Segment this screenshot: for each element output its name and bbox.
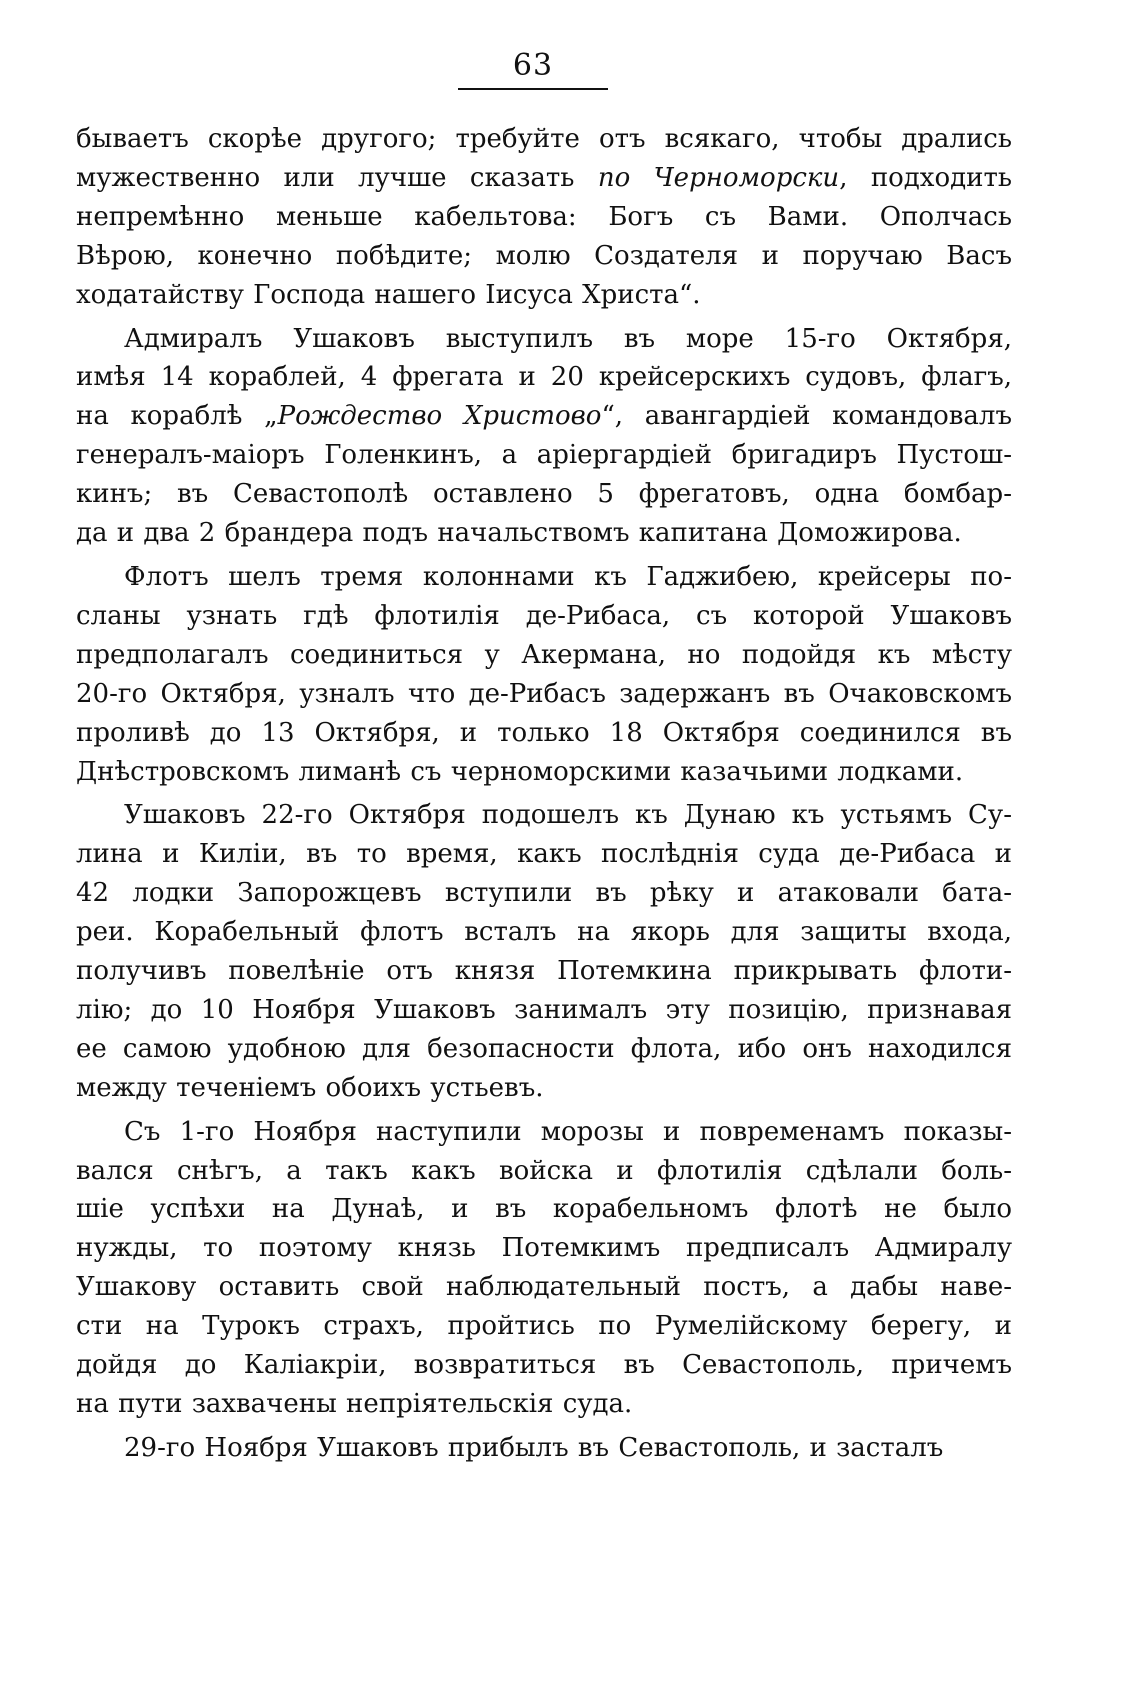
text-line-italic-phrase: мужественно или лучше сказать по Черноморски, подходить bbox=[76, 162, 1012, 193]
text-line: дойдя до Каліакріи, возвратиться въ Севастополь, причемъ bbox=[76, 1350, 1012, 1381]
text-line: нужды, то поэтому князь Потемкимъ предписалъ Адмиралу bbox=[76, 1233, 1012, 1264]
paragraph-2 bbox=[76, 320, 1012, 553]
text-line: имѣя 14 кораблей, 4 фрегата и 20 крейсерскихъ судовъ, флагъ, bbox=[76, 362, 1012, 393]
text-line: ходатайству Господа нашего Іисуса Христа“. bbox=[76, 279, 701, 310]
text-line: сти на Турокъ страхъ, пройтись по Румелійскому берегу, и bbox=[76, 1311, 1012, 1342]
text-line: сланы узнать гдѣ флотилія де-Рибаса, съ которой Ушаковъ bbox=[76, 600, 1012, 631]
text-line: бываетъ скорѣе другого; требуйте отъ всякаго, чтобы дрались bbox=[76, 124, 1012, 154]
paragraph-1 bbox=[76, 120, 1012, 315]
text-line: генералъ-маіоръ Голенкинъ, а аріергардіей бригадиръ Пустош- bbox=[76, 440, 1012, 471]
text-line: на пути захвачены непріятельскія суда. bbox=[76, 1389, 633, 1419]
text-line: Флотъ шелъ тремя колоннами къ Гаджибею, крейсеры по- bbox=[124, 561, 1012, 592]
text-line: Съ 1-го Ноября наступили морозы и повременамъ показы- bbox=[124, 1116, 1012, 1147]
text-line: получивъ повелѣніе отъ князя Потемкина прикрывать флоти- bbox=[76, 956, 1012, 987]
text-line: Днѣстровскомъ лиманѣ съ черноморскими казачьими лодками. bbox=[76, 756, 964, 787]
body-text bbox=[76, 120, 1012, 1468]
text-line: да и два 2 брандера подъ начальствомъ капитана Доможирова. bbox=[76, 518, 962, 549]
page-number: 63 bbox=[512, 48, 554, 83]
paragraph-5 bbox=[76, 1113, 1012, 1424]
text-line: Вѣрою, конечно побѣдите; молю Создателя и поручаю Васъ bbox=[76, 240, 1012, 271]
header-rule bbox=[458, 88, 608, 90]
text-line: Адмиралъ Ушаковъ выступилъ въ море 15-го Октября, bbox=[124, 323, 1012, 354]
text-line: ее самою удобною для безопасности флота, ибо онъ находился bbox=[76, 1033, 1012, 1064]
text-line: проливѣ до 13 Октября, и только 18 Октября соединился въ bbox=[76, 717, 1012, 748]
text-line: Ушаковъ 22-го Октября подошелъ къ Дунаю къ устьямъ Су- bbox=[124, 800, 1012, 831]
text-line: вался снѣгъ, а такъ какъ войска и флотилія сдѣлали боль- bbox=[76, 1155, 1012, 1186]
text-line: лію; до 10 Ноября Ушаковъ занималъ эту позицію, признавая bbox=[76, 994, 1012, 1025]
text-line: Ушакову оставить свой наблюдательный постъ, а дабы наве- bbox=[76, 1272, 1012, 1303]
text-line: 29-го Ноября Ушаковъ прибылъ въ Севастополь, и засталъ bbox=[124, 1432, 944, 1463]
italic-phrase: по Черноморски bbox=[597, 162, 840, 193]
text-line: 20-го Октября, узналъ что де-Рибасъ задержанъ въ Очаковскомъ bbox=[76, 678, 1012, 709]
italic-phrase: Рождество Христово bbox=[277, 401, 602, 432]
text-line: реи. Корабельный флотъ всталъ на якорь для защиты входа, bbox=[76, 917, 1012, 948]
text-line: предполагалъ соединиться у Акермана, но подойдя къ мѣсту bbox=[76, 639, 1012, 670]
text-line: между теченіемъ обоихъ устьевъ. bbox=[76, 1072, 544, 1103]
text-line: лина и Киліи, въ то время, какъ послѣднія суда де-Рибаса и bbox=[76, 839, 1012, 870]
text-line-italic-phrase: на кораблѣ „Рождество Христово“, авангардіей командовалъ bbox=[76, 401, 1012, 432]
paragraph-3 bbox=[76, 558, 1012, 791]
paragraph-6 bbox=[76, 1429, 1012, 1468]
text-line: кинъ; въ Севастополѣ оставлено 5 фрегатовъ, одна бомбар- bbox=[76, 479, 1012, 510]
text-line: шіе успѣхи на Дунаѣ, и въ корабельномъ флотѣ не было bbox=[76, 1194, 1012, 1225]
paragraph-4 bbox=[76, 796, 1012, 1107]
text-line: непремѣнно меньше кабельтова: Богъ съ Вами. Ополчась bbox=[76, 201, 1012, 232]
page-header bbox=[458, 48, 608, 90]
text-line: 42 лодки Запорожцевъ вступили въ рѣку и атаковали бата- bbox=[76, 878, 1012, 909]
